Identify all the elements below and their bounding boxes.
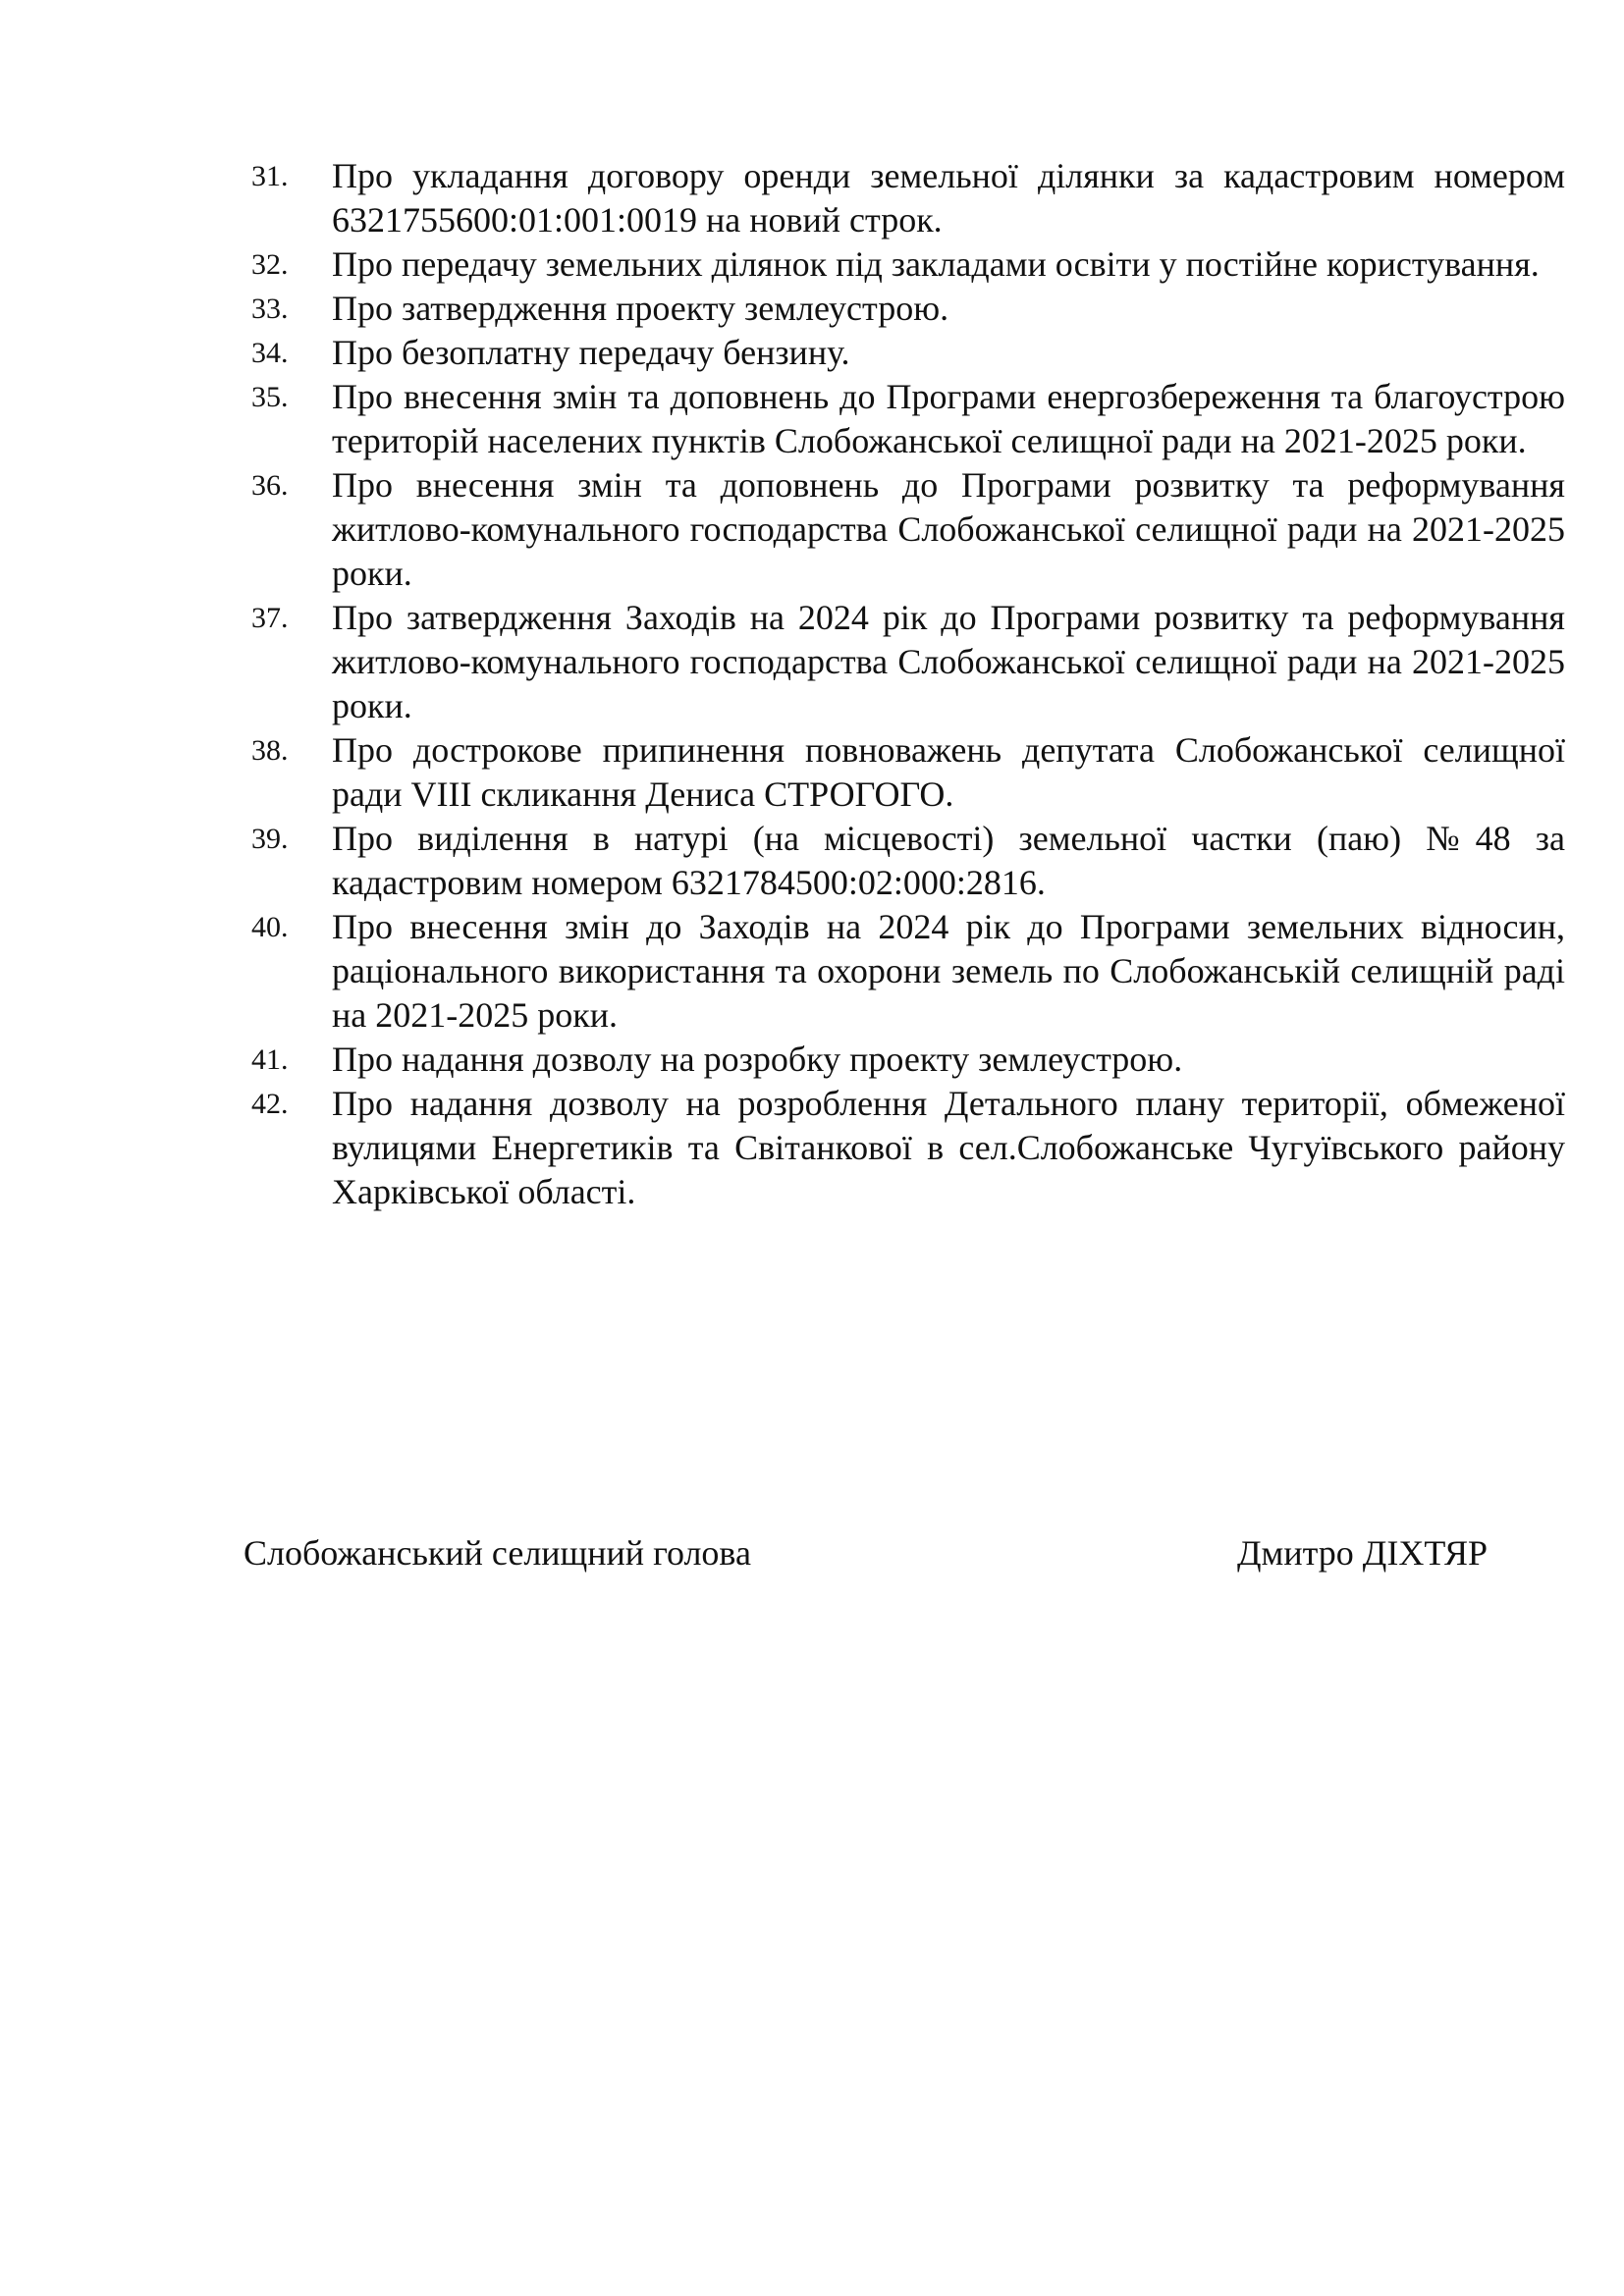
signatory-title: Слобожанський селищний голова <box>244 1533 751 1573</box>
item-number: 35. <box>251 381 289 413</box>
agenda-item <box>251 596 1565 728</box>
item-number: 34. <box>251 337 289 369</box>
item-text: Про дострокове припинення повноважень депутата Слобожанської селищної ради VIII скликання Дениса СТРОГОГО. <box>332 730 1565 814</box>
agenda-item <box>251 242 1565 287</box>
item-text: Про виділення в натурі (на місцевості) земельної частки (паю) №48 за кадастровим номером 6321784500:02:000:2816. <box>332 819 1565 902</box>
agenda-item <box>251 154 1565 242</box>
item-number: 37. <box>251 602 289 634</box>
item-number: 33. <box>251 293 289 325</box>
agenda-item <box>251 331 1565 375</box>
item-number: 31. <box>251 160 289 192</box>
item-text: Про затвердження Заходів на 2024 рік до Програми розвитку та реформування житлово-комунального господарства Слобожанської селищної ради на 2021-2025 роки. <box>332 598 1565 725</box>
agenda-item <box>251 463 1565 596</box>
signatory-name: Дмитро ДІХТЯР <box>1237 1533 1488 1573</box>
item-number: 40. <box>251 911 289 943</box>
item-text: Про внесення змін та доповнень до Програми енергозбереження та благоустрою територій населених пунктів Слобожанської селищної ради на 2021-2025 роки. <box>332 377 1565 460</box>
item-text: Про затвердження проекту землеустрою. <box>332 289 949 328</box>
agenda-item <box>251 1082 1565 1214</box>
item-number: 36. <box>251 469 289 502</box>
item-number: 39. <box>251 823 289 855</box>
agenda-item <box>251 728 1565 817</box>
item-number: 38. <box>251 734 289 767</box>
agenda-item <box>251 375 1565 463</box>
item-number: 42. <box>251 1088 289 1120</box>
item-number: 32. <box>251 248 289 281</box>
item-text: Про передачу земельних ділянок під закладами освіти у постійне користування. <box>332 244 1540 284</box>
agenda-list <box>251 154 1565 1214</box>
agenda-item <box>251 1038 1565 1082</box>
item-number: 41. <box>251 1043 289 1076</box>
item-text: Про внесення змін та доповнень до Програми розвитку та реформування житлово-комунального господарства Слобожанської селищної ради на 2021-2025 роки. <box>332 465 1565 593</box>
item-text: Про укладання договору оренди земельної ділянки за кадастровим номером 6321755600:01:001:0019 на новий строк. <box>332 156 1565 240</box>
item-text: Про надання дозволу на розробку проекту землеустрою. <box>332 1040 1183 1079</box>
agenda-item <box>251 905 1565 1038</box>
agenda-item <box>251 287 1565 331</box>
agenda-item <box>251 817 1565 905</box>
item-text: Про безоплатну передачу бензину. <box>332 333 850 372</box>
item-text: Про надання дозволу на розроблення Детального плану території, обмеженої вулицями Енергетиків та Світанкової в сел.Слобожанське Чугуївського району Харківської області. <box>332 1084 1565 1211</box>
item-text: Про внесення змін до Заходів на 2024 рік до Програми земельних відносин, раціонального використання та охорони земель по Слобожанській селищній раді на 2021-2025 роки. <box>332 907 1565 1035</box>
